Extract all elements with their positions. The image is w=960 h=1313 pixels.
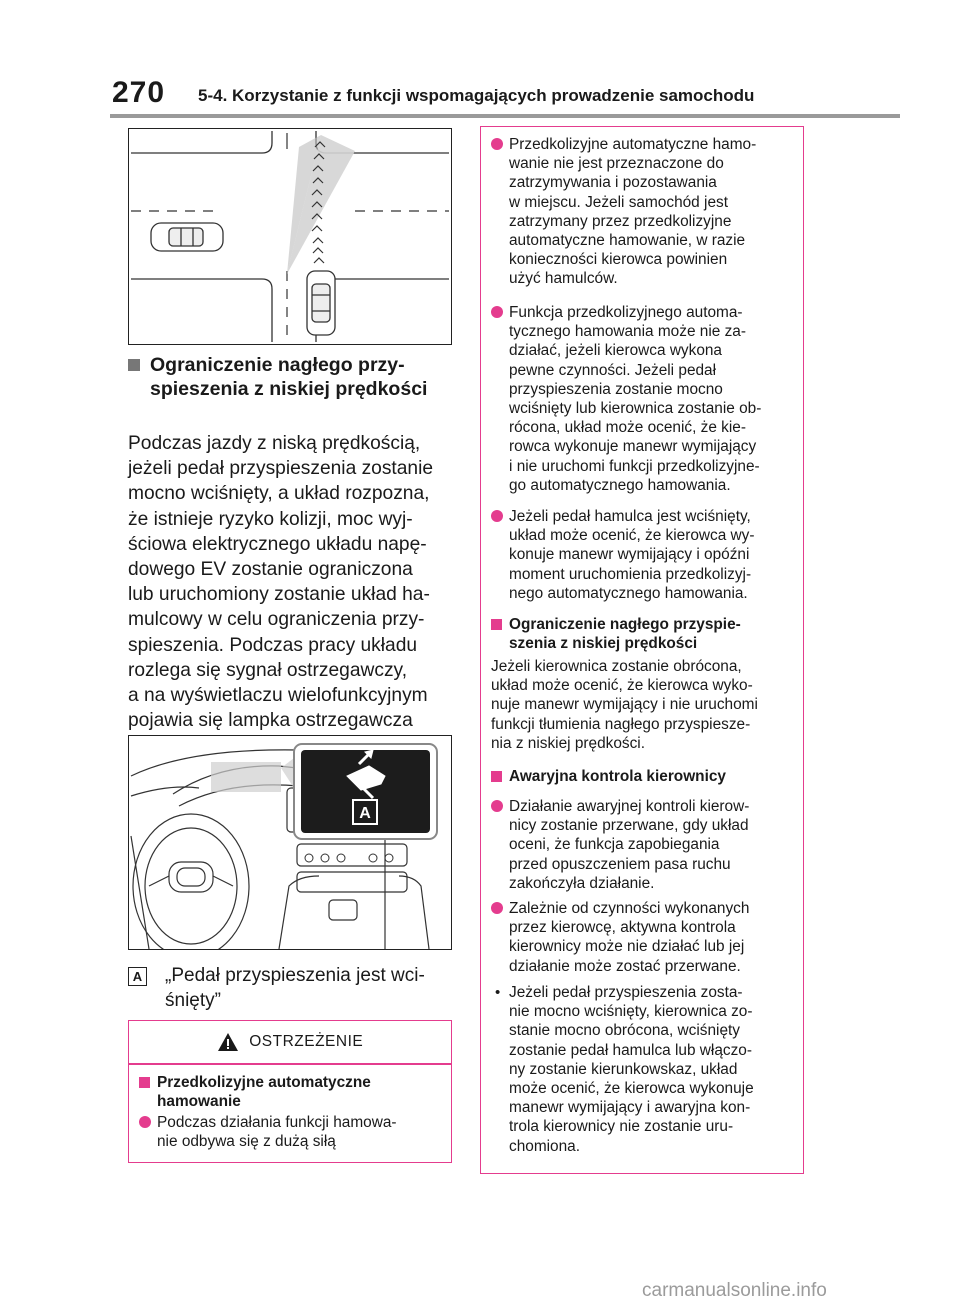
note-item-4: Działanie awaryjnej kontroli kierow- nicy zostanie przerwane, gdy układ oceni, że funkcja zapobiegania przed opuszczeniem pasa ruchu zakończyła działanie. xyxy=(491,797,791,893)
warning-box xyxy=(128,1020,452,1163)
pink-dot-icon xyxy=(491,800,503,812)
warning-triangle-icon xyxy=(217,1032,239,1052)
warning-title: OSTRZEŻENIE xyxy=(249,1033,364,1050)
warning-item: Podczas działania funkcji hamowa- nie odbywa się z dużą siłą xyxy=(139,1113,439,1151)
figure-label-a: A xyxy=(359,805,371,822)
pink-square-icon xyxy=(139,1077,150,1088)
note-item-1: Przedkolizyjne automatyczne hamo- wanie nie jest przeznaczone do zatrzymywania i pozostawania w miejscu. Jeżeli samochód jest zatrzymany przez przedkolizyjne automatyczne hamowanie, w razie konieczności kierowca powinien użyć hamulców. xyxy=(491,135,791,289)
page-number: 270 xyxy=(112,76,166,109)
heading-square-icon xyxy=(128,359,140,371)
pink-dot-icon xyxy=(491,902,503,914)
dashboard-figure xyxy=(128,735,452,950)
section-heading: Ograniczenie nagłego przy- spieszenia z niskiej prędkości xyxy=(128,353,468,401)
caption-label-badge: A xyxy=(128,967,147,986)
warning-heading: Przedkolizyjne automatyczne hamowanie xyxy=(139,1073,439,1111)
watermark: carmanualsonline.info xyxy=(642,1280,827,1301)
pink-dot-icon xyxy=(491,138,503,150)
figure-caption: A „Pedał przyspieszenia jest wci- śnięty” xyxy=(128,963,458,1013)
note-paragraph: Jeżeli kierownica zostanie obrócona, układ może ocenić, że kierowca wyko- nuje manewr wymijający i nie uruchomi funkcji tłumienia nagłego przyspiesze- nia z niskiej prędkości. xyxy=(491,658,758,752)
dashboard-diagram xyxy=(129,736,451,949)
notes-box xyxy=(480,126,804,1174)
side-car xyxy=(151,223,223,251)
body-paragraph: Podczas jazdy z niską prędkością, jeżeli pedał przyspieszenia zostanie mocno wciśnięty, a układ rozpozna, że istnieje ryzyko kolizji, moc wyj- ściowa elektrycznego układu napę- dowego EV zostanie ograniczona lub uruchomiony zostanie układ ha- mulcowy w celu ograniczenia przy- spieszenia. Podczas pracy układu rozlega się sygnał ostrzegawczy, a na wyświetlaczu wielofunkcyjnym pojawia się lampka ostrzegawcza xyxy=(128,433,434,732)
section-title: 5-4. Korzystanie z funkcji wspomagających prowadzenie samochodu xyxy=(198,86,755,105)
pink-dot-icon xyxy=(491,510,503,522)
pink-dot-icon xyxy=(491,306,503,318)
note-heading-2: Awaryjna kontrola kierownicy xyxy=(491,767,791,786)
page-header xyxy=(0,0,960,120)
intersection-figure xyxy=(128,128,452,345)
pink-square-icon xyxy=(491,771,502,782)
warning-header xyxy=(129,1021,451,1063)
own-car xyxy=(307,271,335,335)
pink-dot-icon xyxy=(139,1116,151,1128)
note-item-5: Zależnie od czynności wykonanych przez kierowcę, aktywna kontrola kierownicy może nie działać lub jej działanie może zostać przerwane. xyxy=(491,899,791,976)
pink-square-icon xyxy=(491,619,502,630)
note-bullet-1: • Jeżeli pedał przyspieszenia zosta- nie mocno wciśnięty, kierownica zo- stanie mocno obrócona, wciśnięty zostanie pedał hamulca lub włączo- ny zostanie kierunkowskaz, układ może ocenić, że kierowca wykonuje manewr wymijający i awaryjna kon- trola kierownicy nie zostanie uru- chomiona. xyxy=(495,984,754,1155)
note-heading-1: Ograniczenie nagłego przyspie- szenia z niskiej prędkości xyxy=(491,615,791,653)
intersection-diagram xyxy=(129,129,451,344)
bullet-marker: • xyxy=(495,984,501,1001)
note-item-2: Funkcja przedkolizyjnego automa- tycznego hamowania może nie za- działać, jeżeli kierowca wykona pewne czynności. Jeżeli pedał przyspieszenia zostanie mocno wciśnięty lub kierownica zostanie ob- rócona, układ może ocenić, że kie- rowca wykonuje manewr wymijający i nie uruchomi funkcji przedkolizyjne- go automatycznego hamowania. xyxy=(491,303,791,495)
header-rule xyxy=(110,114,900,118)
warning-divider xyxy=(129,1063,451,1065)
note-item-3: Jeżeli pedał hamulca jest wciśnięty, układ może ocenić, że kierowca wy- konuje manewr wymijający i opóźni moment uruchomienia przedkolizyj- nego automatycznego hamowania. xyxy=(491,507,791,603)
